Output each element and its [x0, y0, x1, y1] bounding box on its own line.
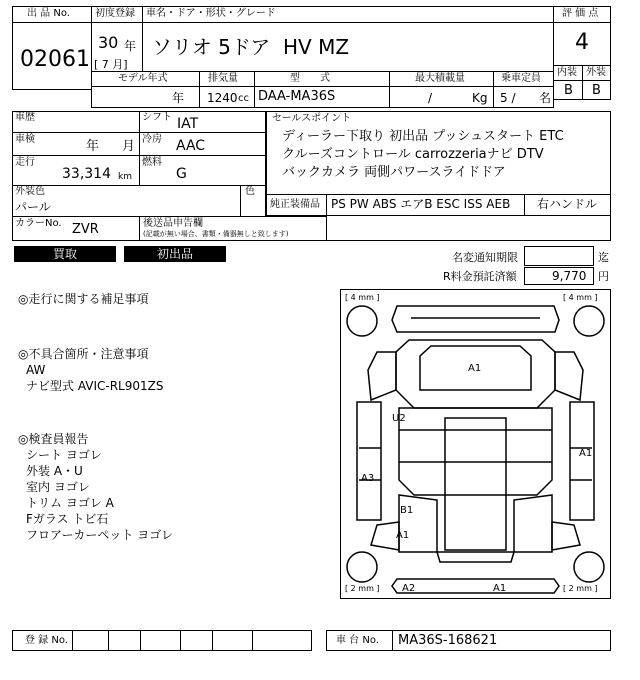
color-no-label: カラーNo. [15, 218, 62, 229]
tire-front-right-depth: [ 4 mm ] [563, 293, 598, 302]
int-color-label: 色 [245, 186, 255, 197]
capacity-unit: 名 [539, 91, 552, 105]
genuine-value: PS PW ABS エアB ESC ISS AEB [331, 197, 511, 211]
car-diagram-svg [341, 290, 610, 598]
max-load-value: / [428, 91, 433, 105]
tire-rear-right [574, 552, 604, 582]
mileage-value: 33,314 [62, 166, 111, 182]
tire-front-right [574, 306, 604, 336]
defect-notes [18, 346, 163, 394]
tire-rear-left-depth: [ 2 mm ] [345, 584, 380, 593]
aftermarket-note: (記載が無い場合、書類・備器無しと致します) [143, 230, 289, 238]
title-change-unit: 迄 [598, 251, 609, 264]
inspection-month: 月 [122, 139, 136, 154]
lot-number: 02061 [20, 47, 90, 72]
carname: ソリオ 5ドア HV MZ [152, 35, 350, 59]
mileage-unit: km [118, 172, 132, 182]
first-reg-year: 30 [98, 33, 119, 52]
capacity-label: 乗車定員 [501, 73, 541, 84]
buy-button[interactable]: 買取 [14, 246, 116, 262]
first-reg-label: 初度登録 [95, 8, 135, 19]
mark-hood: A1 [468, 363, 482, 374]
driving-notes [18, 291, 148, 307]
roof [445, 418, 506, 550]
model-year-unit: 年 [172, 91, 185, 105]
driving-header: ◎走行に関する補足事項 [18, 292, 149, 306]
chassis-value: MA36S-168621 [398, 633, 498, 648]
exterior-grade: B [592, 83, 601, 98]
title-change-field [524, 246, 594, 266]
model-year-label: モデル年式 [118, 73, 168, 84]
tire-front-left-depth: [ 4 mm ] [345, 293, 380, 302]
mileage-label: 走行 [15, 157, 35, 168]
mark-roof: U2 [392, 413, 406, 424]
mark-rear-left-door: B1 [400, 505, 414, 516]
chassis-label: 車 台 No. [336, 635, 379, 646]
inspector-line-5: Fガラス トビ石 [26, 512, 109, 526]
inspector-line-1: シート ヨゴレ [26, 448, 102, 462]
first-reg-year-unit: 年 [124, 39, 137, 53]
inspector-line-3: 室内 ヨゴレ [26, 480, 90, 494]
rear-bumper [392, 579, 559, 593]
reg-no-label: 登 録 No. [25, 635, 68, 646]
inspector-notes [18, 431, 173, 543]
defects-header: ◎不具合箇所・注意事項 [18, 347, 149, 361]
displacement-unit: cc [238, 93, 249, 104]
car-diagram [340, 289, 611, 599]
history-label: 車歴 [15, 112, 35, 123]
mark-rear-left-lower: A1 [396, 530, 410, 541]
max-load-unit: Kg [472, 91, 488, 105]
sales-line-3: バックカメラ 両側パワースライドドア [282, 165, 506, 180]
left-side [357, 402, 381, 520]
mark-rear-bumper-right: A1 [493, 583, 507, 594]
color-no-value: ZVR [72, 222, 99, 237]
score-label: 評 価 点 [562, 8, 599, 19]
inspector-line-2: 外装 A・U [26, 464, 83, 478]
inspector-header: ◎検査員報告 [18, 432, 89, 446]
max-load-label: 最大積載量 [415, 73, 465, 84]
inspector-line-6: フロアーカーペット ヨゴレ [26, 528, 174, 542]
tire-rear-right-depth: [ 2 mm ] [563, 584, 598, 593]
sales-line-2: クルーズコントロール carrozzeriaナビ DTV [282, 147, 544, 162]
model-code: DAA-MA36S [258, 89, 336, 104]
mark-rear-bumper-left: A2 [402, 583, 416, 594]
front-bumper [392, 306, 559, 332]
mark-right-side: A1 [579, 448, 593, 459]
inspection-year: 年 [86, 139, 100, 154]
inspection-label: 車検 [15, 134, 35, 145]
defect-line-1: AW [26, 363, 46, 377]
interior-label: 内装 [557, 67, 577, 78]
ac-value: AAC [176, 138, 206, 154]
type-label: 型 式 [290, 73, 330, 84]
sales-lines [282, 128, 564, 182]
tire-rear-left [347, 552, 377, 582]
recycle-unit: 円 [598, 270, 609, 283]
capacity-value: 5 / [500, 91, 516, 105]
ext-color-value: パール [15, 200, 51, 214]
right-side [570, 402, 594, 520]
first-reg-month: [ 7 月] [94, 58, 128, 71]
sales-line-1: ディーラー下取り 初出品 プッシュスタート ETC [282, 129, 564, 144]
lot-label: 出 品 No. [27, 8, 70, 19]
cabin [399, 408, 552, 495]
displacement-value: 1240 [207, 91, 238, 105]
ac-label: 冷房 [142, 134, 162, 145]
fuel-label: 燃料 [142, 157, 162, 168]
fuel-value: G [176, 166, 187, 182]
aftermarket-label: 後送品申告欄 [143, 218, 203, 229]
mark-left-side: A3 [361, 473, 375, 484]
shift-value: IAT [177, 116, 199, 132]
interior-grade: B [564, 83, 573, 98]
inspector-line-4: トリム ヨゴレ A [26, 496, 114, 510]
recycle-label: R料金預託済額 [443, 270, 517, 283]
defect-line-2: ナビ型式 AVIC-RL901ZS [26, 379, 164, 393]
title-change-label: 名変通知期限 [452, 251, 518, 264]
genuine-label: 純正装備品 [270, 199, 320, 210]
ext-color-label: 外装色 [15, 186, 45, 197]
sales-label: セールスポイント [272, 113, 352, 124]
score-value: 4 [575, 30, 589, 55]
carname-label: 車名・ドア・形状・グレード [146, 8, 276, 19]
recycle-amount: 9,770 [552, 269, 587, 283]
first-listing-button[interactable]: 初出品 [124, 246, 226, 262]
steering-value: 右ハンドル [537, 197, 598, 211]
tire-front-left [347, 306, 377, 336]
displacement-label: 排気量 [208, 73, 238, 84]
shift-label: シフト [142, 112, 172, 123]
exterior-label: 外装 [586, 67, 606, 78]
